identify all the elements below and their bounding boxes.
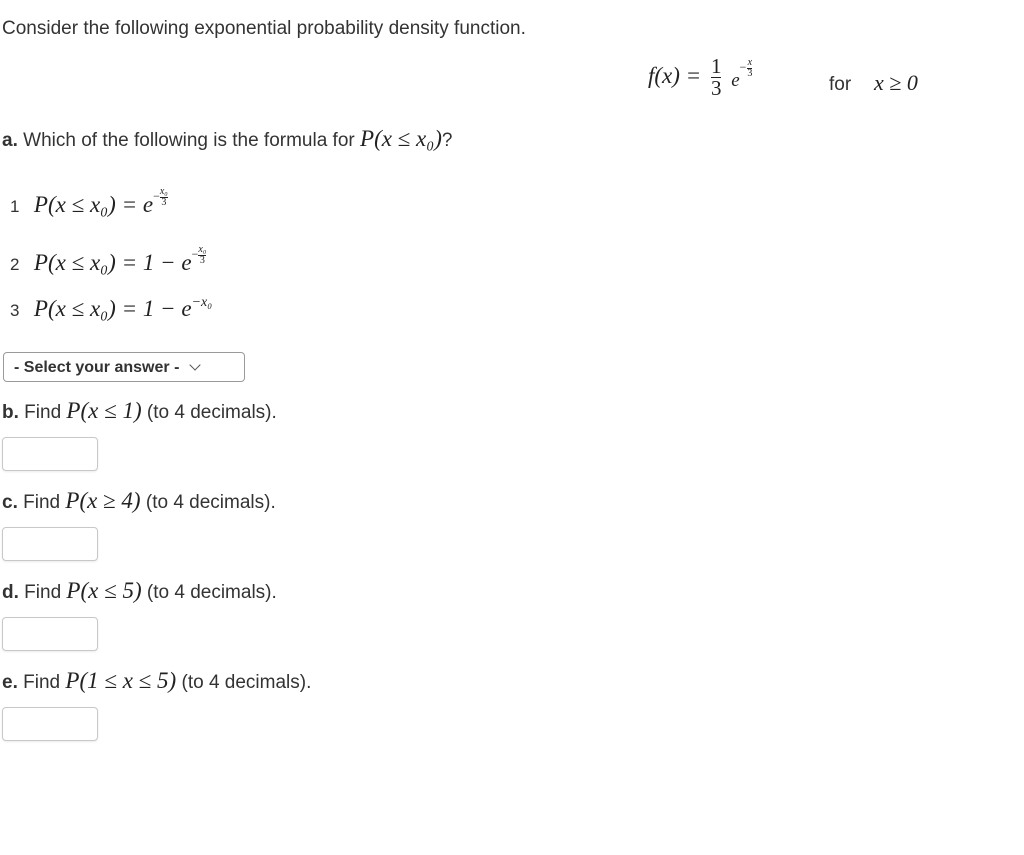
- option-2: [10, 243, 207, 278]
- option-formula: [33, 243, 207, 275]
- part-d-question: [2, 578, 277, 604]
- option-lhs: P(x ≤ x₀) = 1 −: [33, 250, 182, 275]
- pdf-lhs: f(x) =: [648, 62, 702, 88]
- option-exponent: [191, 243, 207, 266]
- option-exp-fraction: [198, 245, 206, 266]
- pdf-coefficient: [711, 56, 722, 99]
- option-formula: [33, 185, 168, 217]
- chevron-down-icon: [190, 359, 201, 370]
- option-exp-den: 3: [199, 254, 205, 266]
- intro-text: Consider the following exponential probability density function.: [2, 18, 526, 39]
- part-a-text: Which of the following is the formula for: [23, 130, 355, 151]
- option-exp-fraction: [160, 187, 168, 208]
- part-d-math: P(x ≤ 5): [66, 578, 142, 603]
- part-b-pre: Find: [24, 402, 62, 423]
- part-b-math: P(x ≤ 1): [66, 398, 142, 423]
- option-lhs: P(x ≤ x₀) =: [33, 192, 143, 217]
- pdf-condition: x ≥ 0: [874, 70, 918, 95]
- pdf-coef-num: 1: [710, 54, 722, 78]
- option-exp-minus: −: [153, 189, 160, 203]
- part-c-pre: Find: [23, 492, 61, 513]
- part-d-label: d.: [2, 582, 19, 603]
- part-e-pre: Find: [23, 672, 61, 693]
- part-a-question: [2, 126, 453, 152]
- option-exponent: −x₀: [191, 295, 213, 310]
- part-e-math: P(1 ≤ x ≤ 5): [65, 668, 177, 693]
- option-number: 1: [10, 197, 20, 216]
- option-base: e: [181, 296, 192, 321]
- option-3: [10, 296, 212, 322]
- option-exp-num: x₀: [198, 243, 207, 255]
- option-exponent: [153, 185, 168, 208]
- option-number: 3: [10, 301, 20, 320]
- pdf-exp-num: x: [747, 56, 753, 68]
- pdf-exp-fraction: [747, 58, 752, 79]
- option-exp-den: 3: [161, 196, 167, 208]
- part-b-answer-input[interactable]: [2, 437, 98, 471]
- pdf-coef-den: 3: [710, 76, 722, 100]
- pdf-exp-minus: −: [739, 59, 747, 74]
- option-1: [10, 185, 168, 220]
- part-c-question: [2, 488, 276, 514]
- pdf-for-text: for: [829, 74, 852, 95]
- part-c-post: (to 4 decimals).: [145, 492, 276, 513]
- select-label: - Select your answer -: [14, 359, 180, 376]
- option-base: e: [181, 250, 192, 275]
- part-c-label: c.: [2, 492, 18, 513]
- part-b-label: b.: [2, 402, 19, 423]
- option-base: e: [142, 192, 154, 217]
- pdf-exp-den: 3: [747, 67, 753, 79]
- part-c-math: P(x ≥ 4): [65, 488, 141, 513]
- part-d-answer-input[interactable]: [2, 617, 98, 651]
- part-b-post: (to 4 decimals).: [146, 402, 277, 423]
- option-lhs: P(x ≤ x₀) = 1 −: [33, 296, 182, 321]
- pdf-exponent: [739, 56, 753, 79]
- answer-select[interactable]: [3, 352, 245, 382]
- part-b-question: [2, 398, 277, 424]
- part-d-pre: Find: [24, 582, 62, 603]
- option-exp-num: x₀: [159, 185, 168, 197]
- option-number: 2: [10, 255, 20, 274]
- part-a-math: P(x ≤ x₀): [360, 126, 442, 151]
- part-a-suffix: ?: [441, 130, 453, 151]
- pdf-base: e: [731, 69, 740, 91]
- part-c-answer-input[interactable]: [2, 527, 98, 561]
- part-e-label: e.: [2, 672, 18, 693]
- option-exp-minus: −: [191, 247, 199, 261]
- part-e-question: [2, 668, 311, 694]
- option-formula: [34, 296, 212, 321]
- part-e-post: (to 4 decimals).: [181, 672, 312, 693]
- pdf-formula: [648, 56, 752, 99]
- part-e-answer-input[interactable]: [2, 707, 98, 741]
- part-a-label: a.: [2, 130, 18, 151]
- part-d-post: (to 4 decimals).: [146, 582, 277, 603]
